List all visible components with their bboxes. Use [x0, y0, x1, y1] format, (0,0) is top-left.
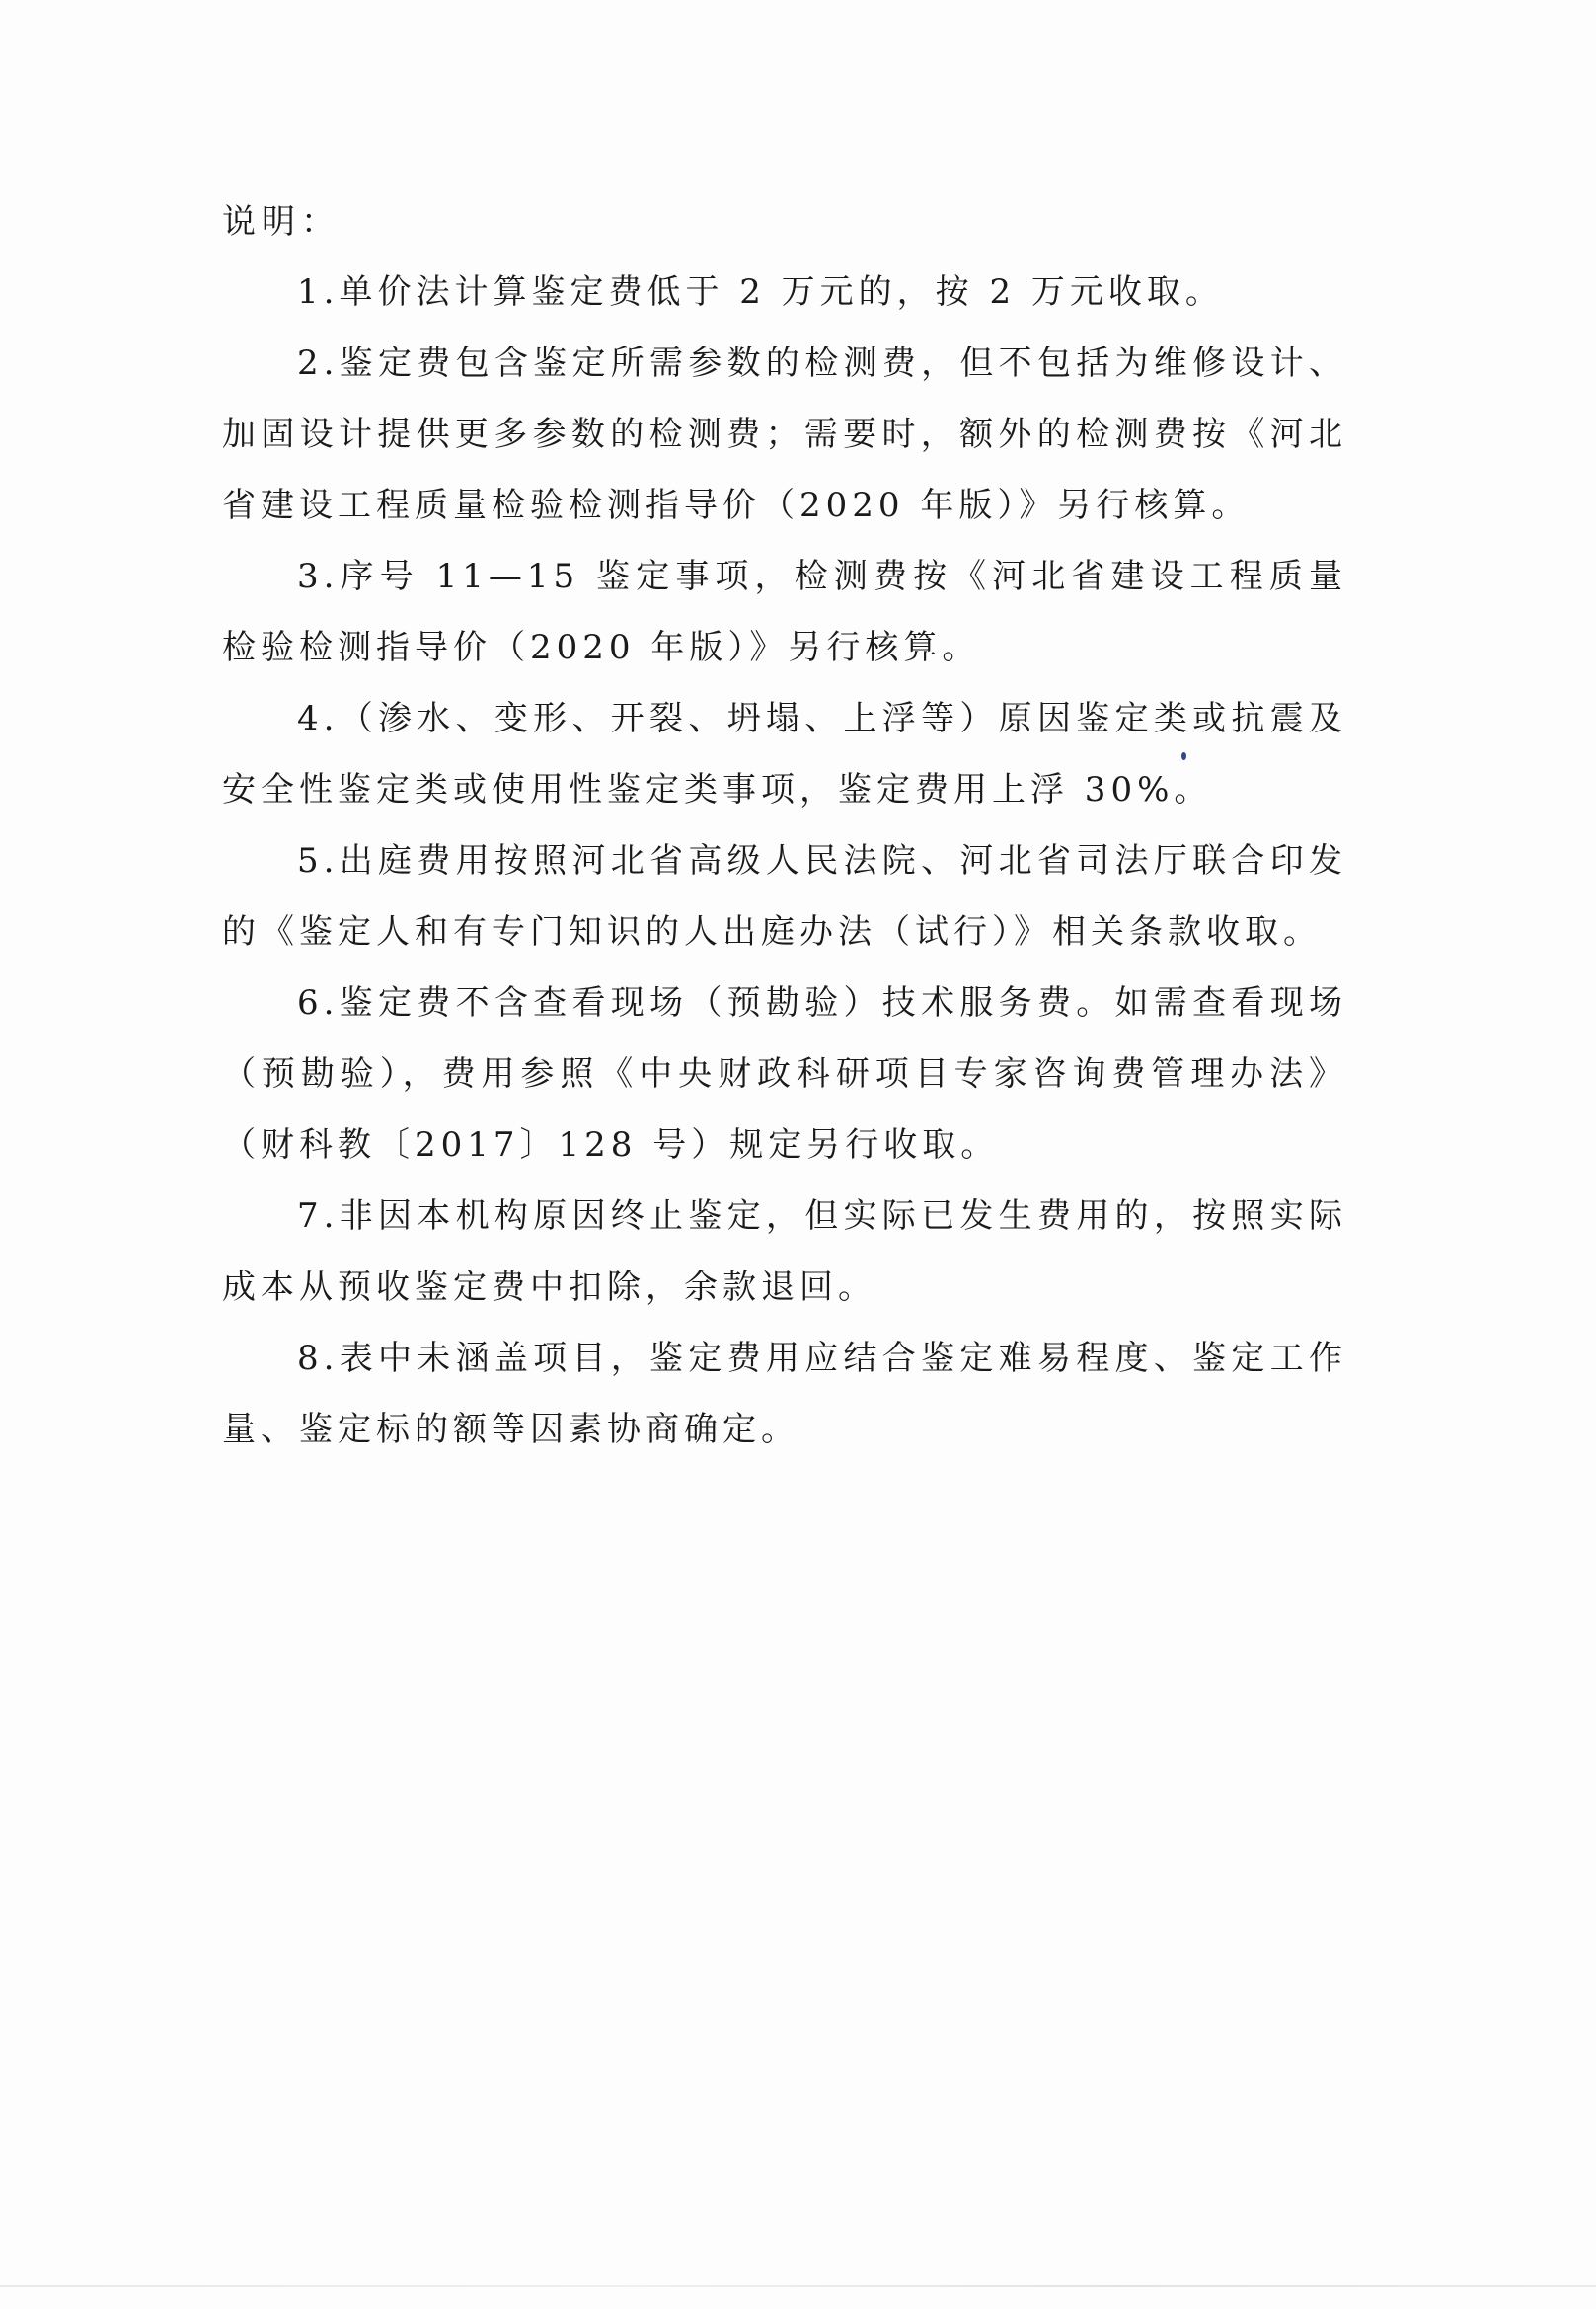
note-item-4: 4.（渗水、变形、开裂、坍塌、上浮等）原因鉴定类或抗震及安全性鉴定类或使用性鉴定类事项，鉴定费用上浮 30%。 — [222, 699, 1347, 809]
note-item-3: 3.序号 11—15 鉴定事项，检测费按《河北省建设工程质量检验检测指导价（2020 年版）》另行核算。 — [222, 557, 1347, 667]
note-item-2: 2.鉴定费包含鉴定所需参数的检测费，但不包括为维修设计、加固设计提供更多参数的检测费；需要时，额外的检测费按《河北省建设工程质量检验检测指导价（2020 年版）》另行核算。 — [222, 344, 1347, 525]
page-bottom-edge — [0, 2285, 1596, 2287]
note-item-6: 6.鉴定费不含查看现场（预勘验）技术服务费。如需查看现场（预勘验），费用参照《中央财政科研项目专家咨询费管理办法》（财科教〔2017〕128 号）规定另行收取。 — [222, 983, 1347, 1165]
note-item-7: 7.非因本机构原因终止鉴定，但实际已发生费用的，按照实际成本从预收鉴定费中扣除，余款退回。 — [222, 1196, 1347, 1307]
notes-heading: 说明： — [222, 202, 341, 242]
note-item-8: 8.表中未涵盖项目，鉴定费用应结合鉴定难易程度、鉴定工作量、鉴定标的额等因素协商确定。 — [222, 1339, 1347, 1449]
ink-mark — [1181, 752, 1186, 760]
document-content — [222, 188, 1347, 1465]
note-item-1: 1.单价法计算鉴定费低于 2 万元的，按 2 万元收取。 — [297, 272, 1224, 312]
note-item-5: 5.出庭费用按照河北省高级人民法院、河北省司法厅联合印发的《鉴定人和有专门知识的人出庭办法（试行）》相关条款收取。 — [222, 841, 1347, 952]
